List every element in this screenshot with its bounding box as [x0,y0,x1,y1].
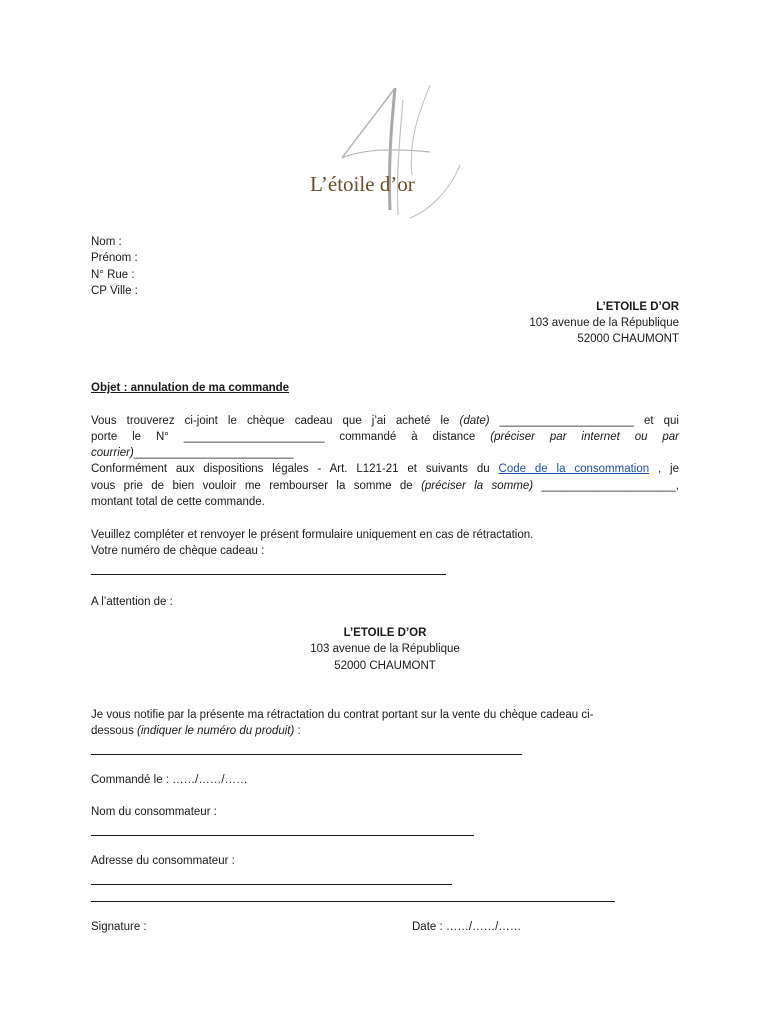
cheque-number-field[interactable] [91,574,446,575]
letter-subject: Objet : annulation de ma commande [91,382,290,394]
recipient-name: L’ETOILE D’OR [596,301,679,313]
para1-channel-hint: (préciser par internet ou par [490,431,680,443]
para1-line5 [91,478,679,494]
consumer-address-label: Adresse du consommateur : [91,855,235,867]
para1-refund-text: vous prie de bien vouloir me rembourser la somme de [91,480,413,492]
para1-legal-end: , je [658,463,680,475]
para3-line1: Je vous notifie par la présente ma rétractation du contrat portant sur la vente du chèque cadeau ci- [91,709,594,721]
para3-product-hint: (indiquer le numéro du produit) [137,725,295,737]
para2-line2: Votre numéro de chèque cadeau : [91,545,265,557]
para1-date-hint: (date) [459,415,490,427]
para1-amount-hint: (préciser la somme) [421,480,534,492]
para2-line1: Veuillez compléter et renvoyer le présent formulaire uniquement en cas de rétractation. [91,529,534,541]
attention-label: A l’attention de : [91,596,173,608]
para1-legal-text: Conformément aux dispositions légales - Art. L121-21 et suivants du [91,463,490,475]
para1-channel-hint-end: courrier) [91,447,134,459]
para1-line6: montant total de cette commande. [91,496,265,508]
para1-line4 [91,461,679,477]
logo-text: L’étoile d’or [310,172,415,196]
para1-text: Vous trouverez ci-joint le chèque cadeau que j’ai acheté le [91,415,450,427]
recipient2-name: L’ETOILE D’OR [343,627,427,639]
sender-ville: CP Ville : [91,285,138,297]
para3-colon: : [297,725,301,737]
consumer-name-label: Nom du consommateur : [91,806,217,818]
signature-date: Date : ……/……/…… [412,921,522,933]
para1-line2 [91,429,679,445]
sender-nom: Nom : [91,236,122,248]
para1-amount-blank: _____________________, [541,480,679,492]
para1-line3 [91,445,294,461]
para1-date-blank: _____________________ et qui [499,415,679,427]
para3-line2 [91,723,301,739]
recipient-city: 52000 CHAUMONT [577,333,679,345]
sender-prenom: Prénom : [91,252,138,264]
consumer-name-field[interactable] [91,835,474,836]
para1-line1 [91,413,679,429]
signature-label: Signature : [91,921,147,933]
consumer-address-field-1[interactable] [91,884,452,885]
para1-number-text: porte le N° ______________________ commandé à distance [91,431,476,443]
consumer-address-field-2[interactable] [91,901,615,902]
logo-monogram [300,80,480,225]
company-logo [300,80,480,225]
recipient2-street: 103 avenue de la République [310,643,460,655]
sender-rue: N° Rue : [91,269,135,281]
recipient-street: 103 avenue de la République [529,317,679,329]
order-date-line: Commandé le : ……/……/…… [91,774,248,786]
code-consommation-link[interactable]: Code de la consommation [498,463,650,475]
para1-channel-blank: _________________________ [133,447,294,459]
product-number-field[interactable] [91,754,522,755]
recipient2-city: 52000 CHAUMONT [334,660,436,672]
para3-text: dessous [91,725,134,737]
